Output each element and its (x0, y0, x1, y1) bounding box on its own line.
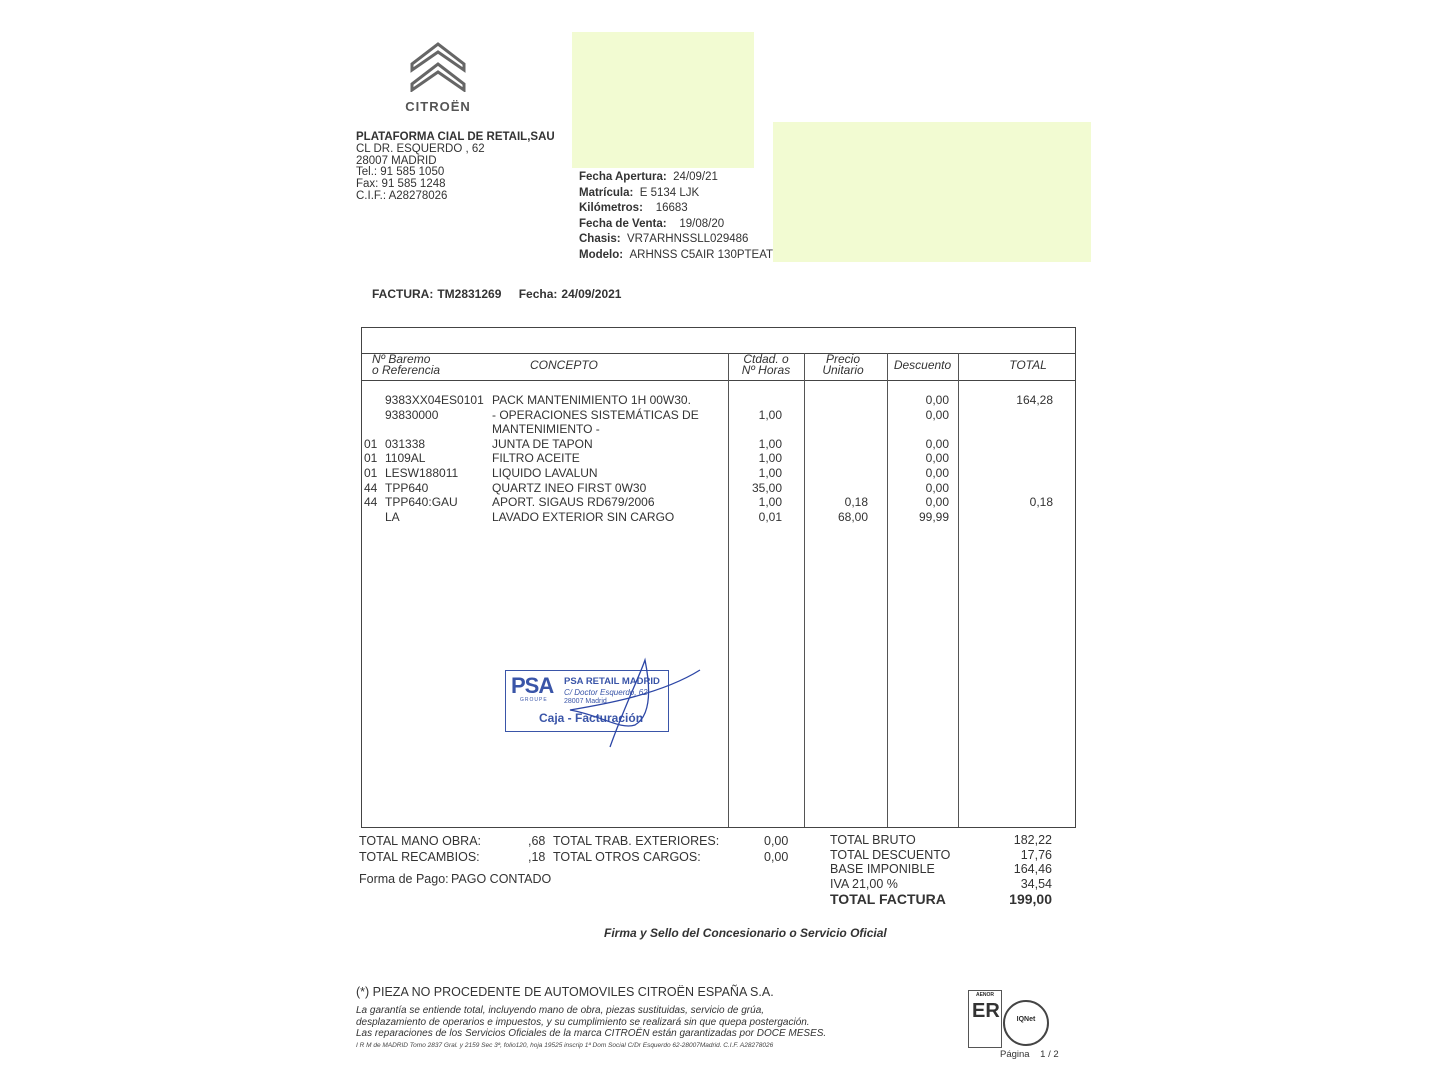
fecha-venta-value: 19/08/20 (679, 217, 725, 230)
mano-obra-value: ,68 (528, 834, 546, 848)
guarantee-line: La garantía se entiende total, incluyendo mano de obra, piezas sustituidas, servicio de grúa, (356, 1005, 765, 1016)
cell-price: 0,18 (844, 495, 868, 510)
page-indicator (1000, 1049, 1059, 1060)
trab-ext-value: 0,00 (764, 834, 789, 848)
invoice-header (372, 287, 635, 301)
cell-ref: LA (385, 509, 400, 524)
fecha-apertura-line (579, 170, 773, 186)
vehicle-info (579, 170, 773, 264)
modelo-value: ARHNSS C5AIR 130PTEAT (629, 248, 774, 261)
cell-total: 0,18 (1029, 495, 1053, 510)
company-city: 28007 MADRID (356, 154, 437, 167)
header-price (804, 354, 882, 375)
fecha-apertura-label: Fecha Apertura: (579, 171, 667, 183)
aenor-label: AENOR (975, 992, 995, 998)
iva-value: 34,54 (1020, 877, 1052, 891)
matricula-line (579, 186, 773, 202)
cell-discount: 99,99 (918, 509, 949, 524)
psa-group: GROUPE (520, 697, 548, 703)
header-ref-line1: Nº Baremo (372, 352, 431, 366)
forma-pago-value: PAGO CONTADO (451, 872, 552, 886)
descuento-label: TOTAL DESCUENTO (830, 848, 951, 862)
company-name: PLATAFORMA CIAL DE RETAIL,SAU (356, 131, 555, 143)
kilometros-line (579, 201, 773, 217)
company-cif: C.I.F.: A28278026 (356, 189, 448, 202)
descuento-value: 17,76 (1020, 848, 1052, 862)
header-qty (728, 354, 804, 375)
cell-ref: 1109AL (385, 451, 426, 466)
header-price-line1: Precio (825, 352, 860, 366)
header-ref (372, 354, 440, 375)
modelo-line (579, 248, 773, 264)
fecha-venta-label: Fecha de Venta: (579, 217, 667, 230)
header-qty-line2: Nº Horas (741, 362, 791, 377)
cell-concept: APORT. SIGAUS RD679/2006 (492, 495, 655, 510)
matricula-label: Matrícula: (579, 186, 634, 199)
stamp-line4: Caja - Facturación (539, 711, 644, 725)
iqnet-certification-icon (1003, 1000, 1049, 1046)
guarantee-line: desplazamiento de operarios e impuestos, y su cumplimiento se realizará sin que quepa postergación. (356, 1016, 810, 1028)
cell-discount: 0,00 (925, 480, 949, 495)
stamp-line2: C/ Doctor Esquerdo, 62 (564, 688, 648, 697)
brand-wordmark: CITROËN (405, 99, 471, 114)
cell-concept: FILTRO ACEITE (492, 451, 580, 466)
cell-ref: 9383XX04ES0101 (385, 393, 484, 407)
header-discount: Descuento (893, 358, 952, 372)
handwritten-signature (540, 655, 710, 755)
table-row (362, 393, 1075, 408)
iqnet-label: IQNet (1016, 1016, 1036, 1023)
base-value: 164,46 (1013, 862, 1052, 876)
cell-code: 44 (364, 480, 378, 495)
cell-code: 01 (364, 451, 378, 466)
cell-qty: 1,00 (758, 451, 782, 466)
page-number: 1 / 2 (1040, 1049, 1059, 1060)
cell-concept: PACK MANTENIMIENTO 1H 00W30. (492, 393, 691, 407)
cell-price: 68,00 (837, 509, 868, 524)
header-concepto: CONCEPTO (530, 358, 598, 372)
cell-discount: 0,00 (925, 495, 949, 510)
cell-total: 164,28 (1016, 393, 1053, 407)
mano-obra-label: TOTAL MANO OBRA: (359, 834, 482, 848)
cell-discount: 0,00 (925, 451, 949, 466)
cell-qty: 0,01 (758, 509, 782, 524)
factura-number: TM2831269 (437, 287, 502, 301)
page-label: Página (1000, 1049, 1030, 1060)
cell-ref: LESW188011 (385, 466, 459, 480)
cell-qty: 1,00 (758, 407, 782, 422)
cell-qty: 1,00 (758, 436, 782, 451)
header-total: TOTAL (1009, 358, 1047, 372)
kilometros-label: Kilómetros: (579, 202, 643, 215)
fecha-apertura-value: 24/09/21 (673, 171, 718, 183)
cell-concept: JUNTA DE TAPON (492, 436, 593, 451)
header-price-line2: Unitario (822, 362, 864, 377)
psa-logo: PSA (511, 673, 554, 698)
cell-ref: 93830000 (385, 407, 439, 422)
stamp-line3: 28007 Madrid (564, 698, 607, 705)
kilometros-value: 16683 (655, 202, 688, 215)
fecha-value: 24/09/2021 (561, 287, 622, 301)
citroen-chevron-icon (408, 38, 468, 92)
table-row (362, 510, 1075, 525)
table-divider (362, 353, 1075, 354)
cell-discount: 0,00 (925, 393, 949, 407)
total-factura-label: TOTAL FACTURA (830, 891, 946, 907)
fecha-venta-line (579, 217, 773, 233)
factura-label: FACTURA: (372, 287, 434, 301)
total-factura-value: 199,00 (1009, 891, 1052, 907)
recambios-value: ,18 (528, 850, 546, 864)
forma-pago-label: Forma de Pago: (359, 872, 449, 886)
chasis-value: VR7ARHNSSLL029486 (626, 233, 749, 246)
bruto-value: 182,22 (1013, 833, 1052, 847)
cell-discount: 0,00 (925, 466, 949, 480)
signature-caption: Firma y Sello del Concesionario o Servicio Oficial (604, 926, 887, 940)
table-row (362, 451, 1075, 466)
citroen-logo (388, 38, 488, 114)
cell-qty: 1,00 (758, 495, 782, 510)
cell-code: 01 (364, 466, 378, 480)
cell-concept: - OPERACIONES SISTEMÁTICAS DE (492, 407, 699, 422)
company-fax: Fax: 91 585 1248 (356, 178, 446, 191)
cell-qty: 35,00 (751, 480, 782, 495)
registry-text: I R M de MADRID Tomo 2837 Gral. y 2159 Sec 3ª, folio120, hoja 19525 inscrip 1ª Dom Social C/Dr Esquerdo 62-28007Madrid. C.I.F. A28278026 (356, 1042, 774, 1049)
otros-label: TOTAL OTROS CARGOS: (553, 850, 701, 864)
cell-discount: 0,00 (925, 407, 949, 422)
fecha-label: Fecha: (518, 287, 558, 301)
cell-discount: 0,00 (925, 436, 949, 451)
stamp-line1: PSA RETAIL MADRID (564, 676, 660, 687)
table-row (362, 437, 1075, 452)
cell-ref: 031338 (385, 436, 426, 451)
redacted-block-right (773, 122, 1091, 262)
otros-value: 0,00 (764, 850, 789, 864)
cell-ref: TPP640 (385, 480, 429, 495)
cell-concept: LIQUIDO LAVALUN (492, 466, 598, 480)
chasis-label: Chasis: (579, 233, 621, 246)
table-row (362, 495, 1075, 510)
matricula-value: E 5134 LJK (639, 186, 700, 199)
cell-ref: TPP640:GAU (385, 495, 458, 510)
trab-ext-label: TOTAL TRAB. EXTERIORES: (553, 834, 720, 848)
chasis-line (579, 232, 773, 248)
table-row (362, 466, 1075, 481)
table-row (362, 422, 1075, 437)
table-row (362, 408, 1075, 423)
aenor-er-mark: ER (972, 1000, 1000, 1022)
aenor-certification-icon (968, 990, 1002, 1048)
bruto-label: TOTAL BRUTO (830, 833, 916, 847)
cell-code: 44 (364, 495, 378, 510)
redacted-block-top (572, 32, 754, 168)
header-qty-line1: Ctdad. o (743, 352, 789, 366)
iva-label: IVA 21,00 % (830, 877, 898, 891)
company-address (356, 132, 555, 203)
table-row (362, 481, 1075, 496)
table-divider (362, 380, 1075, 381)
company-street: CL DR. ESQUERDO , 62 (356, 142, 485, 155)
cell-code: 01 (364, 436, 378, 451)
base-label: BASE IMPONIBLE (830, 862, 935, 876)
cell-concept: QUARTZ INEO FIRST 0W30 (492, 480, 647, 495)
guarantee-line: Las reparaciones de los Servicios Oficiales de la marca CITROËN están garantizadas por DOCE MESES. (356, 1028, 827, 1039)
guarantee-text (356, 1005, 826, 1040)
origin-note: (*) PIEZA NO PROCEDENTE DE AUTOMOVILES CITROËN ESPAÑA S.A. (356, 985, 774, 999)
cell-concept: LAVADO EXTERIOR SIN CARGO (492, 509, 675, 524)
company-tel: Tel.: 91 585 1050 (356, 166, 445, 179)
cell-qty: 1,00 (758, 466, 782, 480)
modelo-label: Modelo: (579, 248, 624, 261)
items-table (361, 327, 1076, 828)
header-ref-line2: o Referencia (372, 362, 441, 377)
recambios-label: TOTAL RECAMBIOS: (359, 850, 480, 864)
cell-concept: MANTENIMIENTO - (492, 422, 600, 437)
